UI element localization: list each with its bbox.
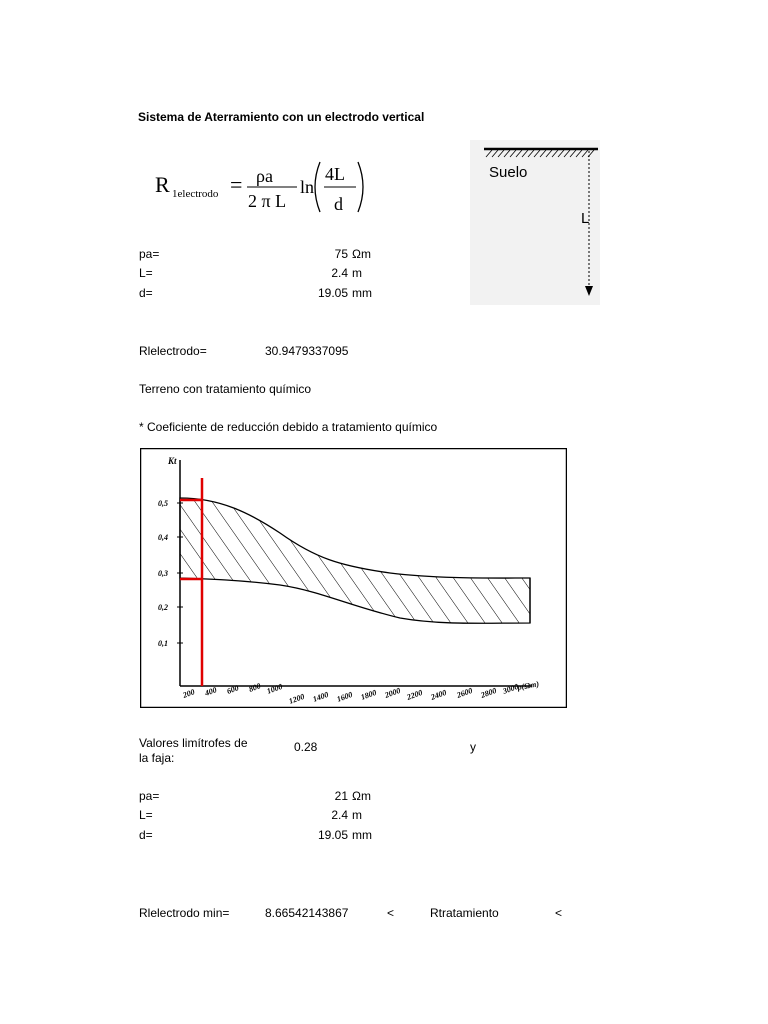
param-label: d= (139, 828, 153, 842)
x-tick: 1600 (335, 689, 354, 704)
rtratamiento-label: Rtratamiento (430, 906, 499, 920)
soil-electrode-diagram (470, 140, 600, 305)
limits-conjunction: y (470, 740, 476, 754)
formula-lhs-subscript: 1electrodo (172, 188, 219, 200)
x-tick: 2400 (429, 687, 448, 702)
param-value: 75 (334, 247, 348, 261)
x-tick: 400 (203, 685, 218, 698)
x-tick: 2200 (405, 687, 424, 702)
result-min-label: Rlelectrodo min= (139, 906, 230, 920)
param-value: 19.05 (317, 286, 348, 300)
param-unit: Ωm (352, 789, 371, 803)
x-tick: 2800 (479, 685, 498, 700)
limits-value: 0.28 (294, 740, 318, 754)
x-tick: 200 (181, 687, 196, 700)
y-tick: 0,2 (158, 603, 168, 612)
formula-arg-numerator: 4L (325, 164, 345, 184)
param-label: L= (139, 808, 153, 822)
param-value: 2.4 (331, 808, 348, 822)
less-than-sign: < (555, 906, 563, 920)
x-tick: 3000 (501, 681, 520, 696)
reduction-note: * Coeficiente de reducción debido a tratamiento químico (139, 420, 438, 434)
x-axis-label: ρ(Ωm) (516, 679, 540, 692)
y-tick: 0,4 (158, 533, 168, 542)
param-label: pa= (139, 789, 160, 803)
x-tick: 1800 (359, 687, 378, 702)
param-unit: Ωm (352, 247, 371, 261)
resistance-formula (150, 150, 370, 220)
param-unit: mm (352, 286, 372, 300)
x-tick: 800 (247, 681, 262, 694)
param-label: d= (139, 286, 153, 300)
reduction-coefficient-chart (140, 448, 567, 708)
result-label: Rlelectrodo= (139, 344, 207, 358)
x-tick: 2000 (383, 685, 402, 700)
param-value: 2.4 (331, 266, 348, 280)
svg-text:=: = (230, 172, 243, 197)
less-than-sign: < (387, 906, 395, 920)
length-label: L (581, 210, 590, 227)
formula-ln: ln (300, 177, 315, 197)
param-value: 21 (334, 789, 348, 803)
result-min-value: 8.66542143867 (265, 906, 349, 920)
y-tick: 0,1 (158, 639, 168, 648)
param-value: 19.05 (317, 828, 348, 842)
x-tick: 1000 (265, 681, 284, 696)
y-tick: 0,5 (158, 499, 168, 508)
result-value: 30.9479337095 (265, 344, 349, 358)
limits-label-line2: la faja: (139, 751, 175, 765)
y-axis-label: Kt (168, 456, 177, 466)
formula-numerator: ρa (256, 166, 273, 186)
section-subtitle: Terreno con tratamiento químico (139, 382, 312, 396)
y-tick: 0,3 (158, 569, 168, 578)
x-tick: 1400 (311, 689, 330, 704)
limits-label-line1: Valores limítrofes de (139, 736, 248, 750)
x-tick: 2600 (455, 685, 474, 700)
param-label: L= (139, 266, 153, 280)
limits-label (139, 736, 248, 766)
formula-lhs: R (155, 172, 170, 197)
formula-denominator: 2 π L (248, 191, 287, 211)
ground-label: Suelo (489, 164, 528, 181)
x-tick: 1200 (287, 691, 306, 706)
formula-arg-denominator: d (334, 194, 343, 214)
page-title: Sistema de Aterramiento con un electrodo vertical (138, 110, 425, 124)
param-unit: m (352, 808, 362, 822)
param-label: pa= (139, 247, 160, 261)
x-tick: 600 (225, 683, 240, 696)
param-unit: m (352, 266, 362, 280)
param-unit: mm (352, 828, 372, 842)
